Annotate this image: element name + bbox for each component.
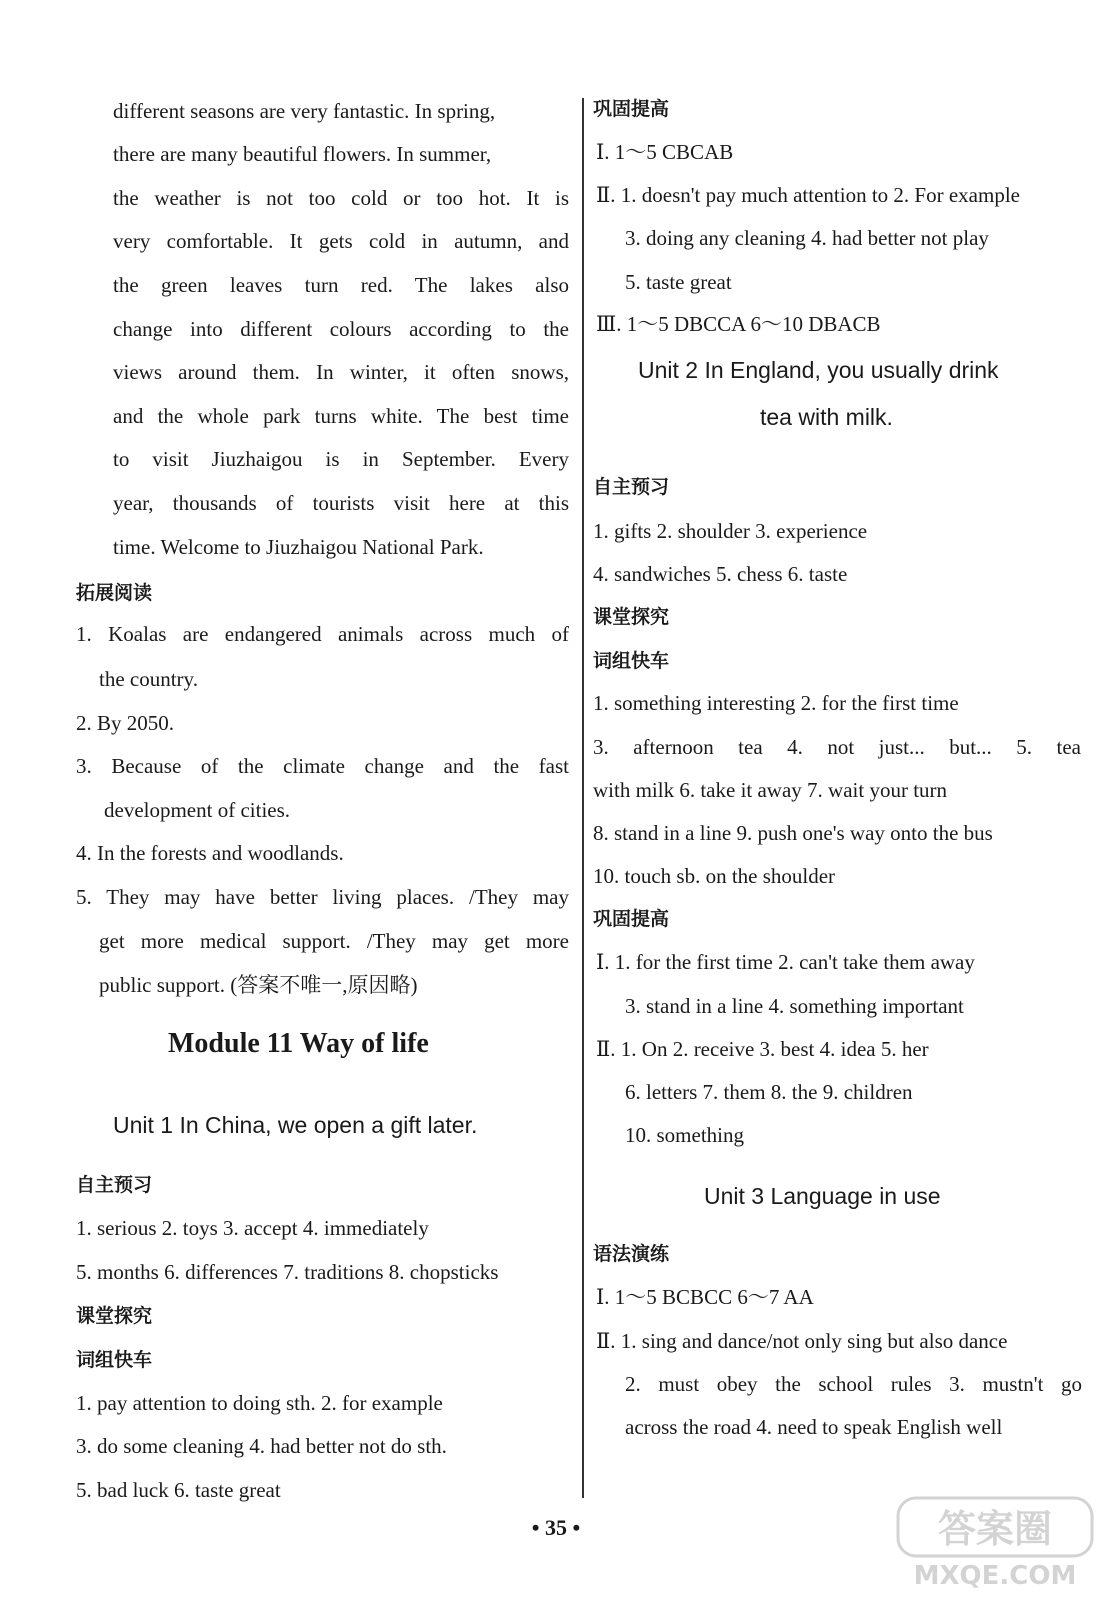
section-heading-phrases: 词组快车 <box>593 650 670 672</box>
answer-line: 1. something interesting 2. for the first time <box>593 691 959 715</box>
section-heading-phrases: 词组快车 <box>76 1349 153 1371</box>
answer-line: 10. something <box>625 1123 744 1147</box>
answer-line: 6. letters 7. them 8. the 9. children <box>625 1080 913 1104</box>
module-title: Module 11 Way of life <box>168 1028 429 1059</box>
answer-line: 10. touch sb. on the shoulder <box>593 864 836 888</box>
answer-line: 1. gifts 2. shoulder 3. experience <box>593 519 868 543</box>
section-heading-class-explore: 课堂探究 <box>593 606 670 628</box>
answer-line: public support. (答案不唯一,原因略) <box>99 973 418 997</box>
answer-line: development of cities. <box>104 798 291 822</box>
answer-line: 3. stand in a line 4. something important <box>625 994 964 1018</box>
answer-line: 4. In the forests and woodlands. <box>76 841 344 865</box>
answer-line: Ⅰ. 1～5 BCBCC 6～7 AA <box>596 1285 814 1309</box>
answer-line: Ⅰ. 1. for the first time 2. can't take them away <box>596 950 975 974</box>
answer-line: the country. <box>99 667 198 691</box>
column-divider <box>582 98 584 1498</box>
answer-line: 8. stand in a line 9. push one's way onto the bus <box>593 821 993 845</box>
section-heading-consolidate: 巩固提高 <box>593 98 670 120</box>
section-heading-grammar: 语法演练 <box>593 1243 670 1265</box>
passage-line: time. Welcome to Jiuzhaigou National Park. <box>113 535 484 559</box>
answer-line: Ⅱ. 1. sing and dance/not only sing but also dance <box>596 1329 1008 1353</box>
answer-line: 3. afternoon tea 4. not just... but... 5. tea <box>593 735 1081 759</box>
unit-title: Unit 2 In England, you usually drink <box>638 357 999 383</box>
unit-title: tea with milk. <box>760 404 893 430</box>
passage-line: to visit Jiuzhaigou is in September. Every <box>113 447 569 471</box>
passage-line: and the whole park turns white. The best time <box>113 404 569 428</box>
passage-line: the weather is not too cold or too hot. It is <box>113 186 569 210</box>
answer-line: get more medical support. /They may get more <box>99 929 569 953</box>
page-number: • 35 • <box>531 1515 581 1540</box>
unit-title: Unit 1 In China, we open a gift later. <box>113 1112 478 1138</box>
answer-line: 2. By 2050. <box>76 711 175 735</box>
answer-line: 2. must obey the school rules 3. mustn't go <box>625 1372 1082 1396</box>
answer-line: 3. do some cleaning 4. had better not do sth. <box>76 1434 447 1458</box>
answer-line: 4. sandwiches 5. chess 6. taste <box>593 562 848 586</box>
watermark-title: 答案圈 <box>937 1507 1053 1551</box>
passage-line: change into different colours according to the <box>113 317 569 341</box>
section-heading-extended-reading: 拓展阅读 <box>76 582 153 604</box>
passage-line: the green leaves turn red. The lakes also <box>113 273 569 297</box>
answer-line: with milk 6. take it away 7. wait your turn <box>593 778 948 802</box>
answer-line: 3. doing any cleaning 4. had better not play <box>625 226 989 250</box>
watermark-url: MXQE.COM <box>913 1561 1077 1591</box>
answer-line: 5. bad luck 6. taste great <box>76 1478 281 1502</box>
section-heading-preview: 自主预习 <box>593 476 670 498</box>
answer-line: across the road 4. need to speak English well <box>625 1415 1003 1439</box>
answer-line: 5. They may have better living places. /They may <box>76 885 569 909</box>
answer-line: 5. months 6. differences 7. traditions 8. chopsticks <box>76 1260 499 1284</box>
section-heading-preview: 自主预习 <box>76 1174 153 1196</box>
answer-line: Ⅲ. 1～5 DBCCA 6～10 DBACB <box>596 312 881 336</box>
unit-title: Unit 3 Language in use <box>704 1183 941 1209</box>
answer-line: Ⅰ. 1～5 CBCAB <box>596 140 734 164</box>
watermark-logo <box>890 1492 1100 1592</box>
passage-line: very comfortable. It gets cold in autumn, and <box>113 229 569 253</box>
answer-line: 3. Because of the climate change and the fast <box>76 754 569 778</box>
answer-line: Ⅱ. 1. doesn't pay much attention to 2. For example <box>596 183 1020 207</box>
passage-line: there are many beautiful flowers. In summer, <box>113 142 492 166</box>
passage-line: different seasons are very fantastic. In spring, <box>113 99 496 123</box>
answer-line: 5. taste great <box>625 270 732 294</box>
answer-line: 1. serious 2. toys 3. accept 4. immediately <box>76 1216 429 1240</box>
passage-line: year, thousands of tourists visit here at this <box>113 491 569 515</box>
answer-line: 1. Koalas are endangered animals across much of <box>76 622 569 646</box>
section-heading-consolidate: 巩固提高 <box>593 908 670 930</box>
answer-line: 1. pay attention to doing sth. 2. for example <box>76 1391 443 1415</box>
section-heading-class-explore: 课堂探究 <box>76 1305 153 1327</box>
answer-line: Ⅱ. 1. On 2. receive 3. best 4. idea 5. her <box>596 1037 929 1061</box>
passage-line: views around them. In winter, it often snows, <box>113 360 569 384</box>
